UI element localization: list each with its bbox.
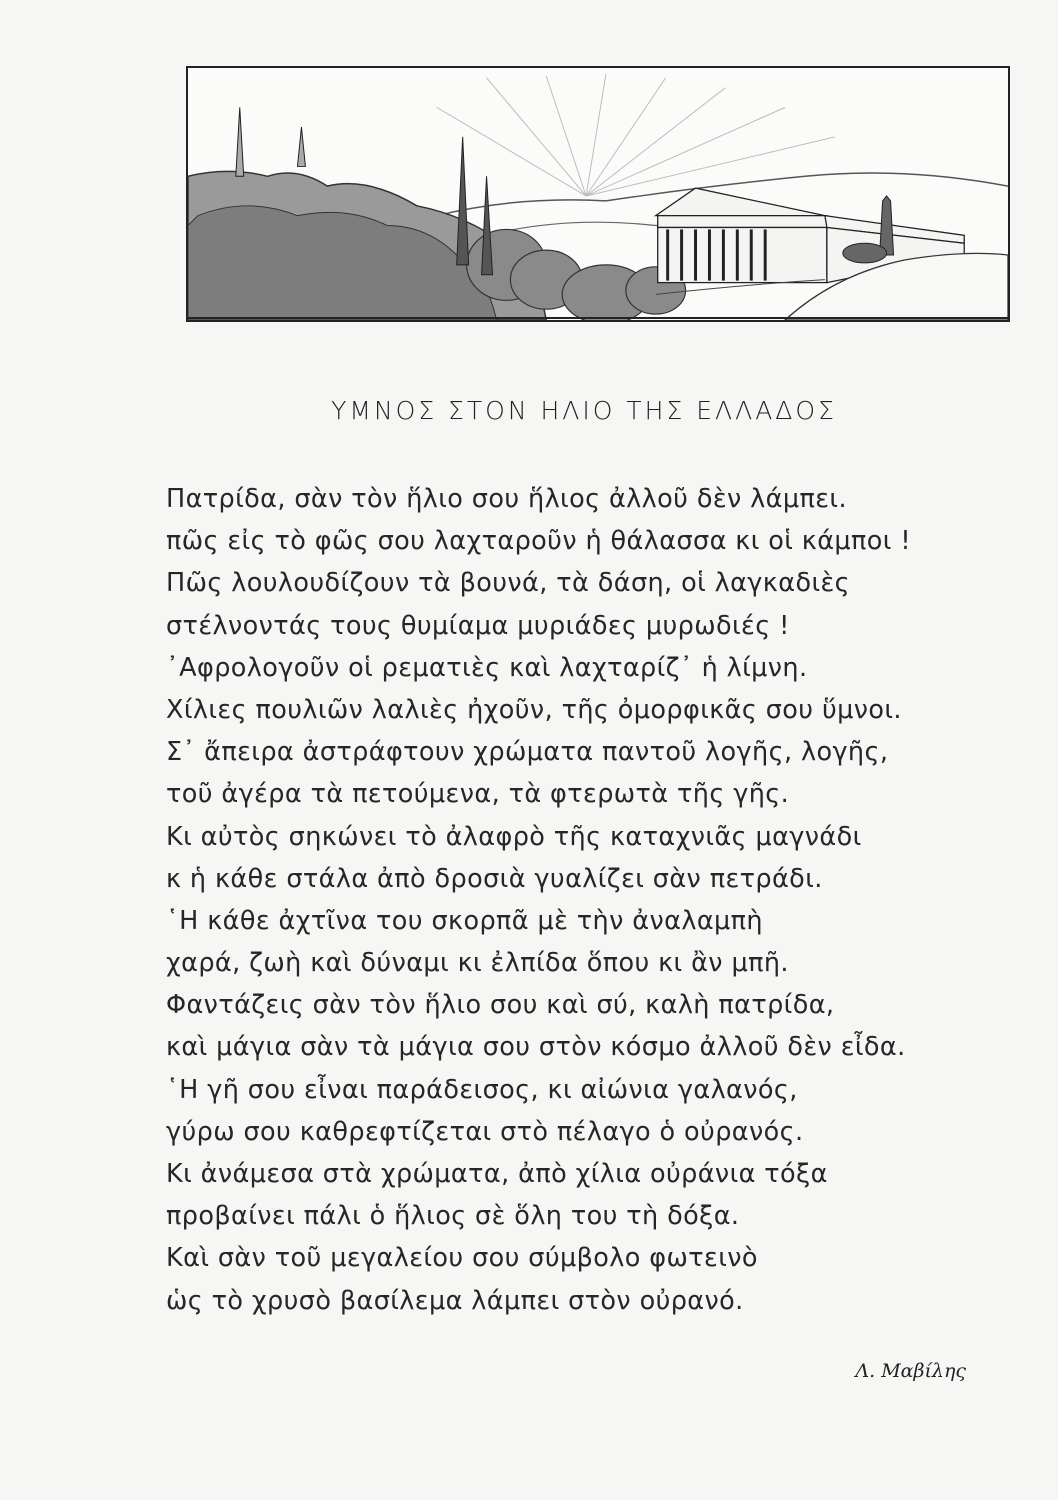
poem-text	[166, 478, 1006, 1322]
poem-line: Φαντάζεις σὰν τὸν ἥλιο σου καὶ σύ, καλὴ πατρίδα,	[166, 990, 835, 1021]
poem-title: ΥΜΝΟΣ ΣΤΟΝ ΗΛΙΟ ΤΗΣ ΕΛΛΑΔΟΣ	[331, 396, 837, 425]
poem-line: γύρω σου καθρεφτίζεται στὸ πέλαγο ὁ οὐρανός.	[166, 1116, 804, 1147]
poem-line: ῾Η κάθε ἀχτῖνα του σκορπᾶ μὲ τὴν ἀναλαμπὴ	[166, 905, 763, 936]
poem-line: τοῦ ἀγέρα τὰ πετούμενα, τὰ φτερωτὰ τῆς γῆς.	[166, 779, 790, 810]
poem-line: Καὶ σὰν τοῦ μεγαλείου σου σύμβολο φωτεινὸ	[166, 1243, 758, 1274]
poem-line: Κι ἀνάμεσα στὰ χρώματα, ἀπὸ χίλια οὐράνια τόξα	[166, 1159, 828, 1189]
poem-line: χαρά, ζωὴ καὶ δύναμι κι ἐλπίδα ὅπου κι ἂν μπῆ.	[166, 948, 789, 979]
poem-line: ῾Η γῆ σου εἶναι παράδεισος, κι αἰώνια γαλανός,	[166, 1074, 798, 1105]
author-signature: Λ. Μαβίλης	[855, 1360, 966, 1382]
poem-line: Πατρίδα, σὰν τὸν ἥλιο σου ἥλιος ἀλλοῦ δὲν λάμπει.	[166, 484, 847, 514]
poem-line: ᾿Αφρολογοῦν οἱ ρεματιὲς καὶ λαχταρίζ᾿ ἡ λίμνη.	[166, 652, 808, 683]
poem-line: καὶ μάγια σὰν τὰ μάγια σου στὸν κόσμο ἀλλοῦ δὲν εἶδα.	[166, 1032, 906, 1063]
poem-line: Πῶς λουλουδίζουν τὰ βουνά, τὰ δάση, οἱ λαγκαδιὲς	[166, 568, 851, 599]
poem-line: προβαίνει πάλι ὁ ἥλιος σὲ ὅλη του τὴ δόξα.	[166, 1201, 740, 1232]
poem-line: ὡς τὸ χρυσὸ βασίλεμα λάμπει στὸν οὐρανό.	[166, 1285, 744, 1316]
poem-line: Σ᾿ ἄπειρα ἀστράφτουν χρώματα παντοῦ λογῆς, λογῆς,	[166, 737, 889, 768]
poem-line: στέλνοντάς τους θυμίαμα μυριάδες μυρωδιές !	[166, 610, 790, 641]
header-illustration	[186, 66, 1010, 322]
poem-line: Χίλιες πουλιῶν λαλιὲς ἠχοῦν, τῆς ὀμορφικᾶς σου ὕμνοι.	[166, 694, 902, 725]
landscape-with-temple-and-cypresses-drawing	[188, 68, 1008, 320]
poem-line: πῶς εἰς τὸ φῶς σου λαχταροῦν ἡ θάλασσα κι οἱ κάμποι !	[166, 526, 911, 557]
poem-line: κ ἡ κάθε στάλα ἀπὸ δροσιὰ γυαλίζει σὰν πετράδι.	[166, 863, 823, 894]
poem-line: Κι αὐτὸς σηκώνει τὸ ἀλαφρὸ τῆς καταχνιᾶς μαγνάδι	[166, 821, 862, 852]
